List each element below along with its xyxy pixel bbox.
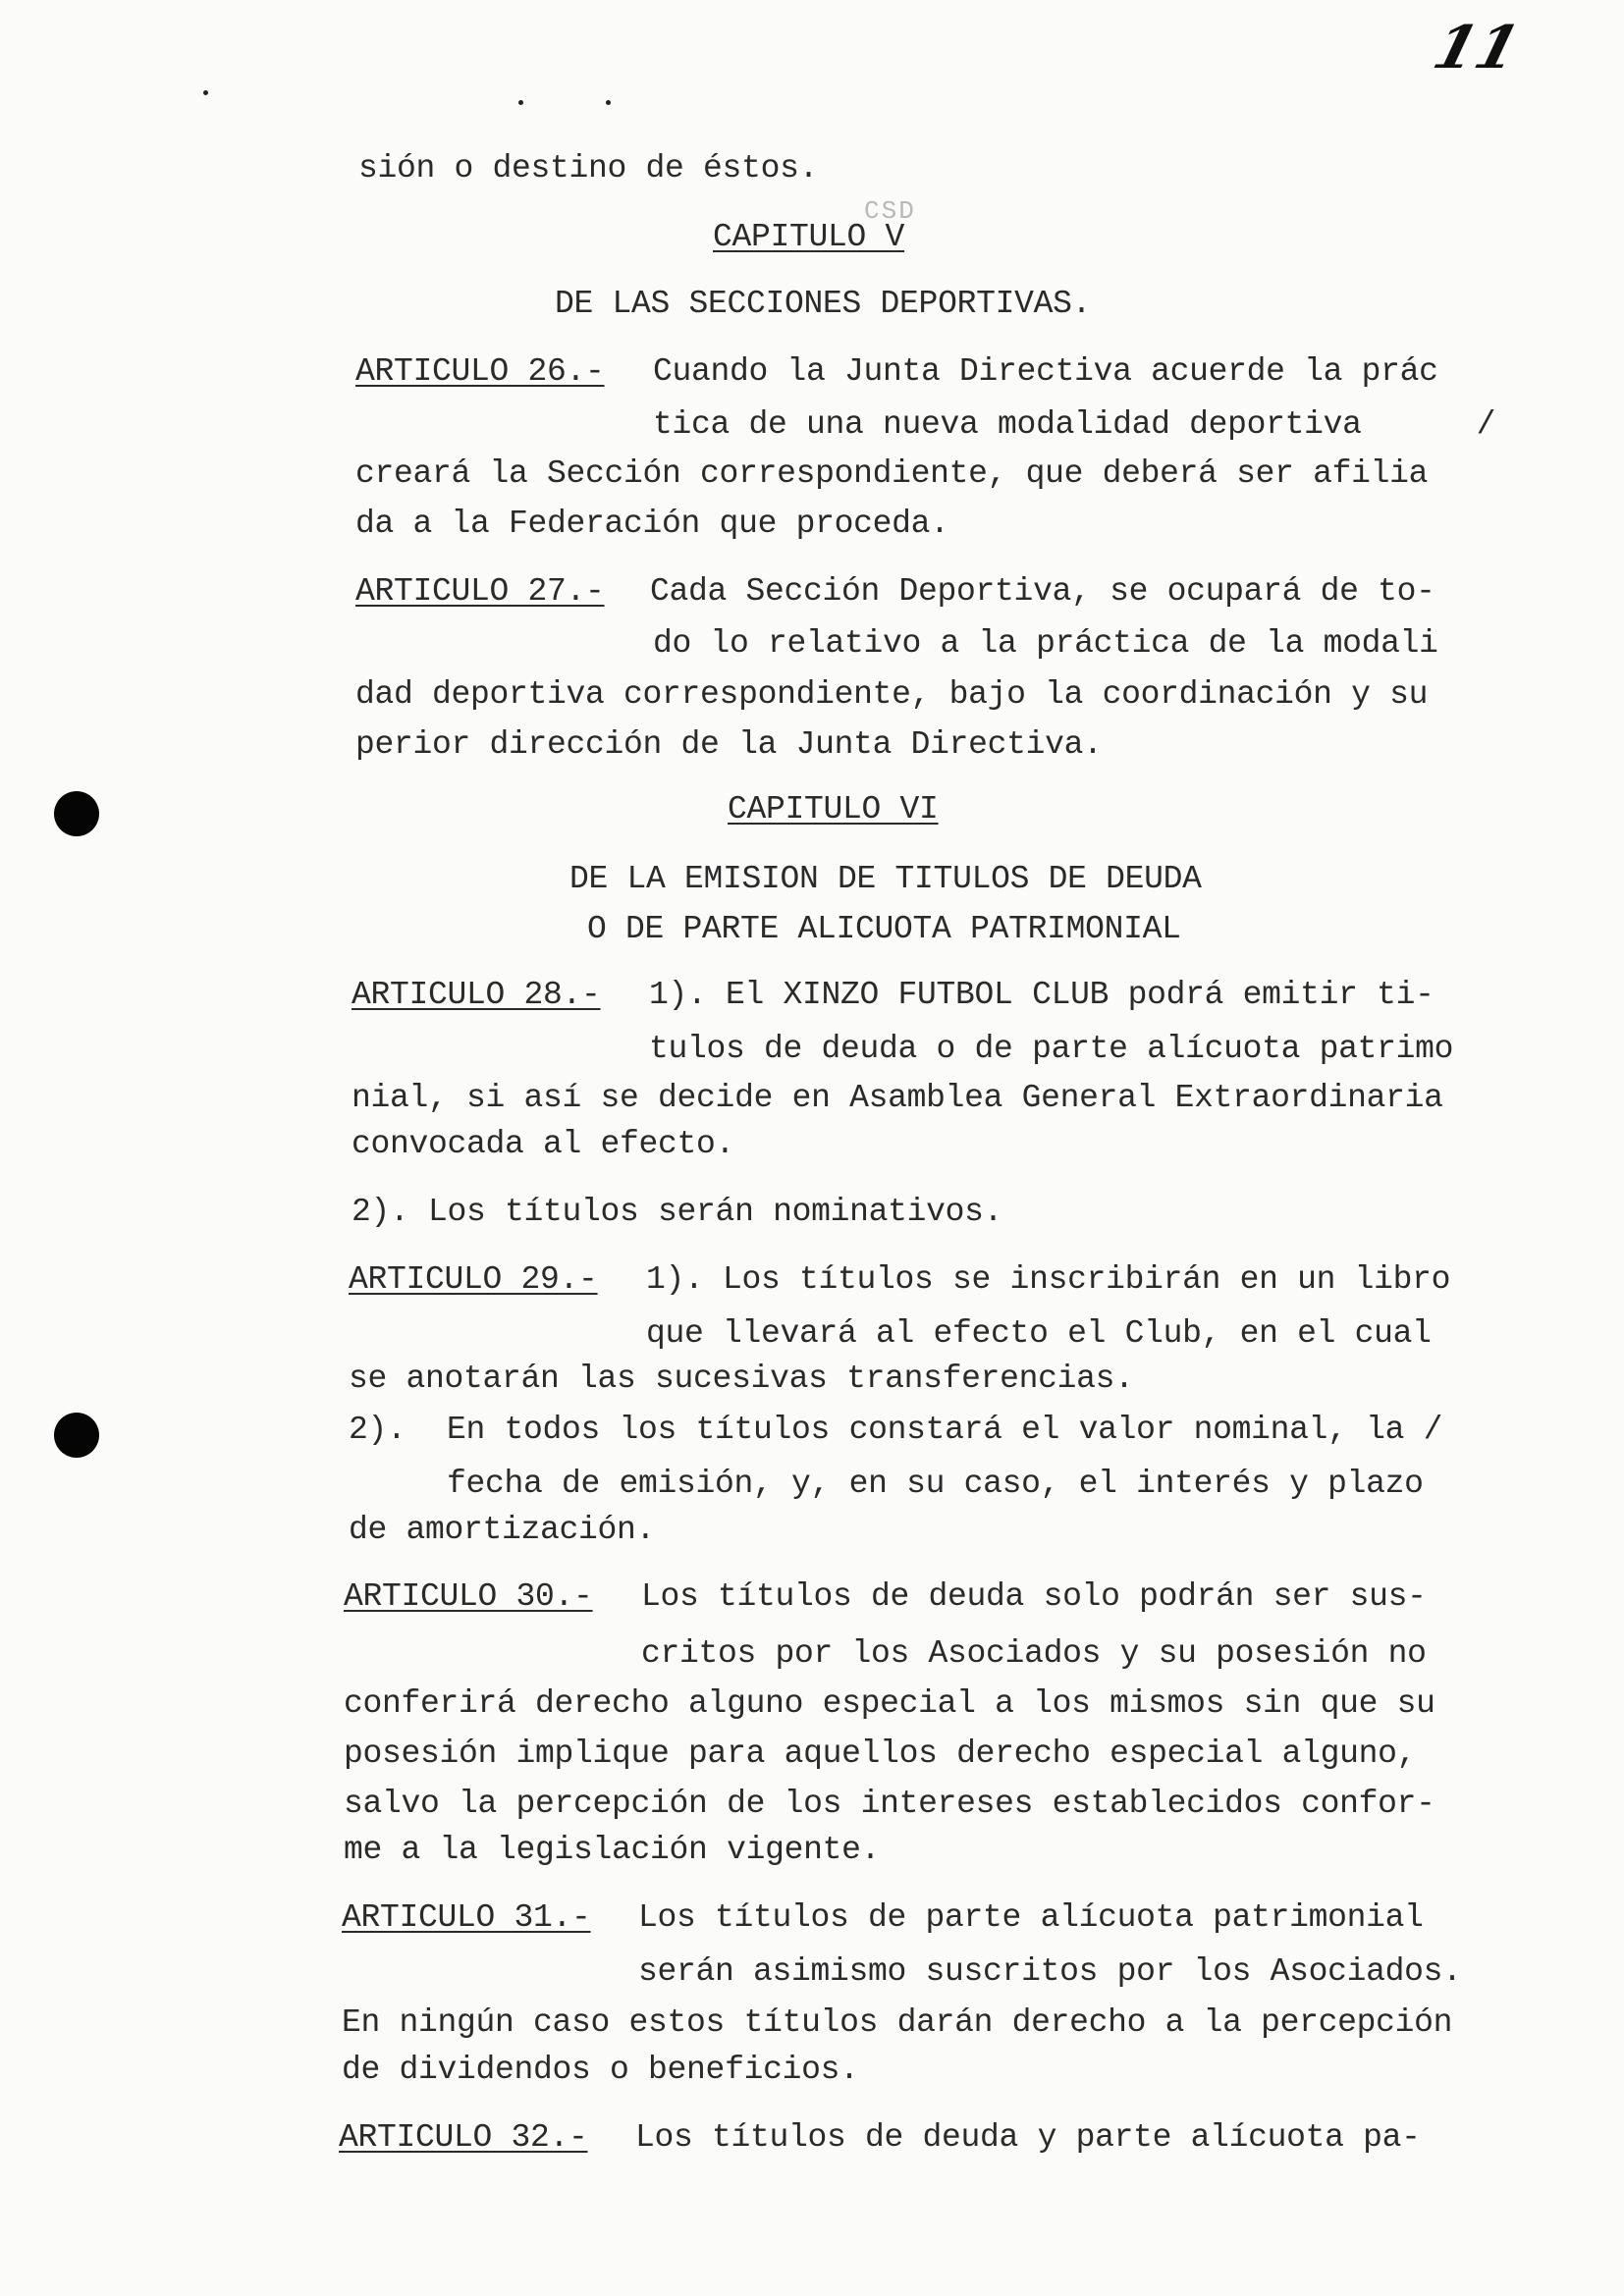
article-text: Los títulos de parte alícuota patrimonial [638, 1899, 1424, 1936]
article-text: me a la legislación vigente. [344, 1832, 881, 1868]
chapter-title: CAPITULO V [713, 219, 905, 255]
article-label: ARTICULO 32.- [339, 2119, 588, 2156]
article-text: critos por los Asociados y su posesión no [641, 1635, 1427, 1672]
article-text: En ningún caso estos títulos darán derecho a la percepción [342, 2004, 1453, 2041]
article-text: 1). El XINZO FUTBOL CLUB podrá emitir ti- [649, 977, 1435, 1013]
article-text: que llevará al efecto el Club, en el cual [646, 1315, 1432, 1352]
article-label: ARTICULO 26.- [355, 353, 605, 390]
intro-line: sión o destino de éstos. [358, 150, 819, 187]
article-label: ARTICULO 31.- [342, 1899, 591, 1936]
article-label: ARTICULO 27.- [355, 573, 605, 610]
article-text: fecha de emisión, y, en su caso, el interés y plazo [447, 1466, 1424, 1502]
article-text: Los títulos de deuda solo podrán ser sus- [641, 1578, 1427, 1615]
article-text: do lo relativo a la práctica de la modali [653, 625, 1438, 662]
speck [606, 100, 611, 105]
article-text: tica de una nueva modalidad deportiva / [653, 406, 1496, 443]
chapter-subtitle: O DE PARTE ALICUOTA PATRIMONIAL [587, 911, 1181, 947]
article-text: perior dirección de la Junta Directiva. [355, 726, 1103, 763]
speck [518, 100, 523, 105]
punch-hole [54, 791, 99, 836]
article-label: ARTICULO 29.- [349, 1261, 598, 1298]
article-text: Los títulos de deuda y parte alícuota pa- [635, 2119, 1421, 2156]
article-text: 2). [349, 1412, 406, 1448]
article-text: tulos de deuda o de parte alícuota patrimo [649, 1031, 1454, 1067]
page-number: 11 [1426, 14, 1527, 82]
article-label: ARTICULO 30.- [344, 1578, 593, 1615]
chapter-title: CAPITULO VI [728, 791, 939, 828]
article-text: conferirá derecho alguno especial a los mismos sin que su [344, 1685, 1435, 1722]
speck [203, 90, 208, 95]
article-text: En todos los títulos constará el valor nominal, la / [447, 1412, 1443, 1448]
article-text: serán asimismo suscritos por los Asociados. [638, 1953, 1462, 1990]
article-text: creará la Sección correspondiente, que deberá ser afilia [355, 455, 1429, 492]
article-text: 2). Los títulos serán nominativos. [352, 1194, 1003, 1230]
article-text: nial, si así se decide en Asamblea General Extraordinaria [352, 1080, 1443, 1116]
article-text: de dividendos o beneficios. [342, 2052, 859, 2088]
article-text: Cada Sección Deportiva, se ocupará de to- [650, 573, 1435, 610]
article-text: se anotarán las sucesivas transferencias. [349, 1361, 1134, 1397]
article-text: salvo la percepción de los intereses establecidos confor- [344, 1786, 1435, 1822]
article-label: ARTICULO 28.- [352, 977, 601, 1013]
chapter-subtitle: DE LA EMISION DE TITULOS DE DEUDA [569, 861, 1202, 897]
article-text: Cuando la Junta Directiva acuerde la prác [653, 353, 1438, 390]
article-text: 1). Los títulos se inscribirán en un libro [646, 1261, 1451, 1298]
article-text: convocada al efecto. [352, 1126, 735, 1162]
punch-hole [54, 1413, 99, 1458]
chapter-subtitle: DE LAS SECCIONES DEPORTIVAS. [555, 286, 1092, 322]
article-text: de amortización. [349, 1512, 656, 1548]
article-text: posesión implique para aquellos derecho especial alguno, [344, 1735, 1417, 1772]
perforation-stamp: CSD [864, 196, 916, 226]
article-text: dad deportiva correspondiente, bajo la coordinación y su [355, 676, 1429, 713]
article-text: da a la Federación que proceda. [355, 506, 949, 542]
